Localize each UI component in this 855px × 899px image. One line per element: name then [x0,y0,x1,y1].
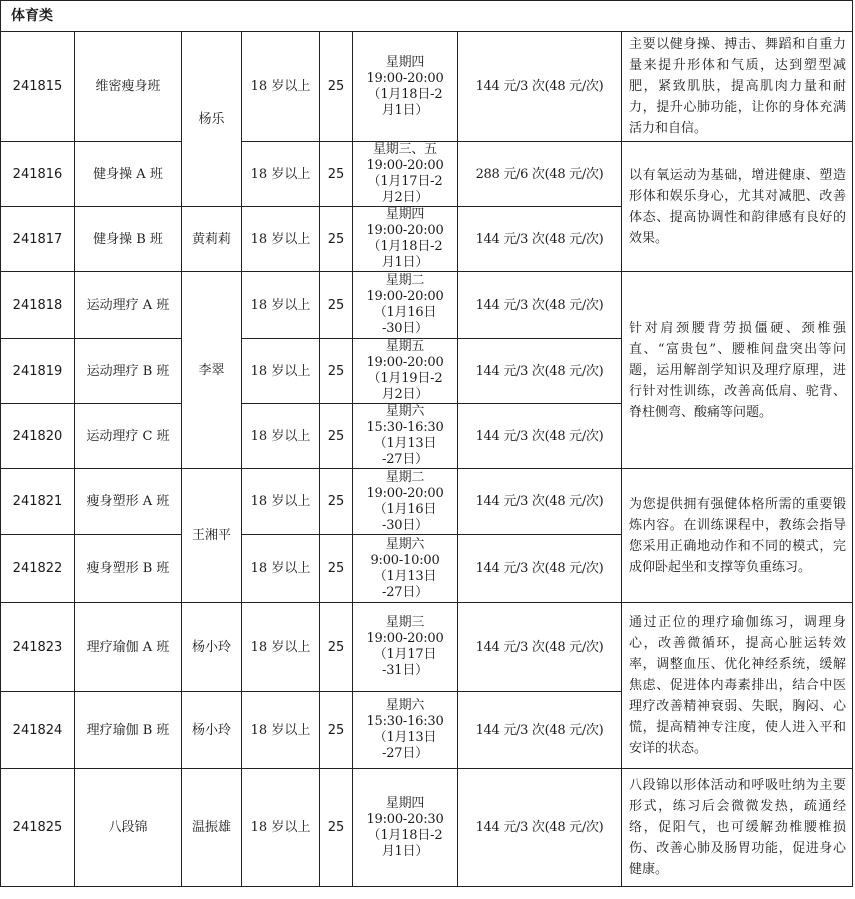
schedule: 星期六 15:30-16:30 （1月13日 -27日） [353,404,458,469]
teacher: 杨乐 [182,32,242,207]
course-name: 维密瘦身班 [75,32,182,142]
price: 144 元/3 次(48 元/次) [458,207,622,272]
schedule: 星期三、五 19:00-20:00 （1月17日-2 月2日） [353,142,458,207]
age-range: 18 岁以上 [242,32,320,142]
course-code: 241816 [1,142,75,207]
schedule: 星期四 19:00-20:30 （1月18日-2 月1日） [353,769,458,887]
course-name: 健身操 A 班 [75,142,182,207]
course-name: 理疗瑜伽 A 班 [75,603,182,692]
course-description: 八段锦以形体活动和呼吸吐纳为主要形式，练习后会微微发热，疏通经络，促阳气，也可缓解劲椎腰椎损伤、改善心肺及肠胃功能，促进身心健康。 [622,769,853,887]
schedule: 星期五 19:00-20:00 （1月19日-2 月2日） [353,339,458,404]
capacity: 25 [320,692,353,769]
schedule: 星期二 19:00-20:00 （1月16日 -30日） [353,469,458,535]
teacher: 王湘平 [182,469,242,603]
course-description: 为您提供拥有强健体格所需的重要锻炼内容。在训练课程中，教练会指导您采用正确地动作和不同的模式，完成仰卧起坐和支撑等负重练习。 [622,469,853,603]
teacher: 黄莉莉 [182,207,242,272]
capacity: 25 [320,142,353,207]
age-range: 18 岁以上 [242,769,320,887]
price: 144 元/3 次(48 元/次) [458,535,622,603]
age-range: 18 岁以上 [242,272,320,339]
schedule: 星期六 15:30-16:30 （1月13日 -27日） [353,692,458,769]
price: 144 元/3 次(48 元/次) [458,603,622,692]
course-name: 运动理疗 B 班 [75,339,182,404]
price: 288 元/6 次(48 元/次) [458,142,622,207]
price: 144 元/3 次(48 元/次) [458,32,622,142]
course-description: 主要以健身操、搏击、舞蹈和自重力量来提升形体和气质，达到塑型减肥，紧致肌肤，提高肌肉力量和耐力，提升心肺功能，让你的身体充满活力和自信。 [622,32,853,142]
course-code: 241820 [1,404,75,469]
course-code: 241824 [1,692,75,769]
schedule: 星期四 19:00-20:00 （1月18日-2 月1日） [353,32,458,142]
age-range: 18 岁以上 [242,603,320,692]
course-code: 241823 [1,603,75,692]
course-code: 241815 [1,32,75,142]
capacity: 25 [320,769,353,887]
teacher: 杨小玲 [182,603,242,692]
capacity: 25 [320,469,353,535]
course-name: 八段锦 [75,769,182,887]
table-row [1,769,853,887]
capacity: 25 [320,32,353,142]
course-name: 瘦身塑形 A 班 [75,469,182,535]
age-range: 18 岁以上 [242,142,320,207]
capacity: 25 [320,207,353,272]
capacity: 25 [320,603,353,692]
capacity: 25 [320,339,353,404]
age-range: 18 岁以上 [242,692,320,769]
price: 144 元/3 次(48 元/次) [458,404,622,469]
schedule: 星期二 19:00-20:00 （1月16日 -30日） [353,272,458,339]
course-description: 针对肩颈腰背劳损僵硬、颈椎强直、“富贵包”、腰椎间盘突出等问题，运用解剖学知识及理疗原理，进行针对性训练，改善高低肩、驼背、脊柱侧弯、酸痛等问题。 [622,272,853,469]
table-row [1,469,853,535]
schedule: 星期三 19:00-20:00 （1月17日 -31日） [353,603,458,692]
price: 144 元/3 次(48 元/次) [458,769,622,887]
price: 144 元/3 次(48 元/次) [458,692,622,769]
price: 144 元/3 次(48 元/次) [458,339,622,404]
course-code: 241818 [1,272,75,339]
course-code: 241825 [1,769,75,887]
capacity: 25 [320,535,353,603]
table-row [1,142,853,207]
schedule: 星期六 9:00-10:00 （1月13日 -27日） [353,535,458,603]
age-range: 18 岁以上 [242,535,320,603]
age-range: 18 岁以上 [242,404,320,469]
table-row [1,32,853,142]
capacity: 25 [320,272,353,339]
course-code: 241817 [1,207,75,272]
schedule: 星期四 19:00-20:00 （1月18日-2 月1日） [353,207,458,272]
teacher: 李翠 [182,272,242,469]
teacher: 杨小玲 [182,692,242,769]
course-name: 运动理疗 A 班 [75,272,182,339]
age-range: 18 岁以上 [242,207,320,272]
table-row [1,272,853,339]
table-row [1,603,853,692]
age-range: 18 岁以上 [242,469,320,535]
category-header-row [1,1,853,32]
course-description: 以有氧运动为基础，增进健康、塑造形体和娱乐身心，尤其对减肥、改善体态、提高协调性和韵律感有良好的效果。 [622,142,853,272]
course-description: 通过正位的理疗瑜伽练习，调理身心，改善微循环，提高心脏运转效率，调整血压、优化神经系统，缓解焦虑、促进体内毒素排出，结合中医理疗改善精神衰弱、失眠，胸闷、心慌，提高精神专注度，使人进入平和安详的状态。 [622,603,853,769]
course-code: 241822 [1,535,75,603]
teacher: 温振雄 [182,769,242,887]
price: 144 元/3 次(48 元/次) [458,272,622,339]
price: 144 元/3 次(48 元/次) [458,469,622,535]
category-title: 体育类 [1,1,853,32]
course-name: 运动理疗 C 班 [75,404,182,469]
course-name: 瘦身塑形 B 班 [75,535,182,603]
course-name: 理疗瑜伽 B 班 [75,692,182,769]
course-code: 241819 [1,339,75,404]
course-name: 健身操 B 班 [75,207,182,272]
course-code: 241821 [1,469,75,535]
capacity: 25 [320,404,353,469]
age-range: 18 岁以上 [242,339,320,404]
